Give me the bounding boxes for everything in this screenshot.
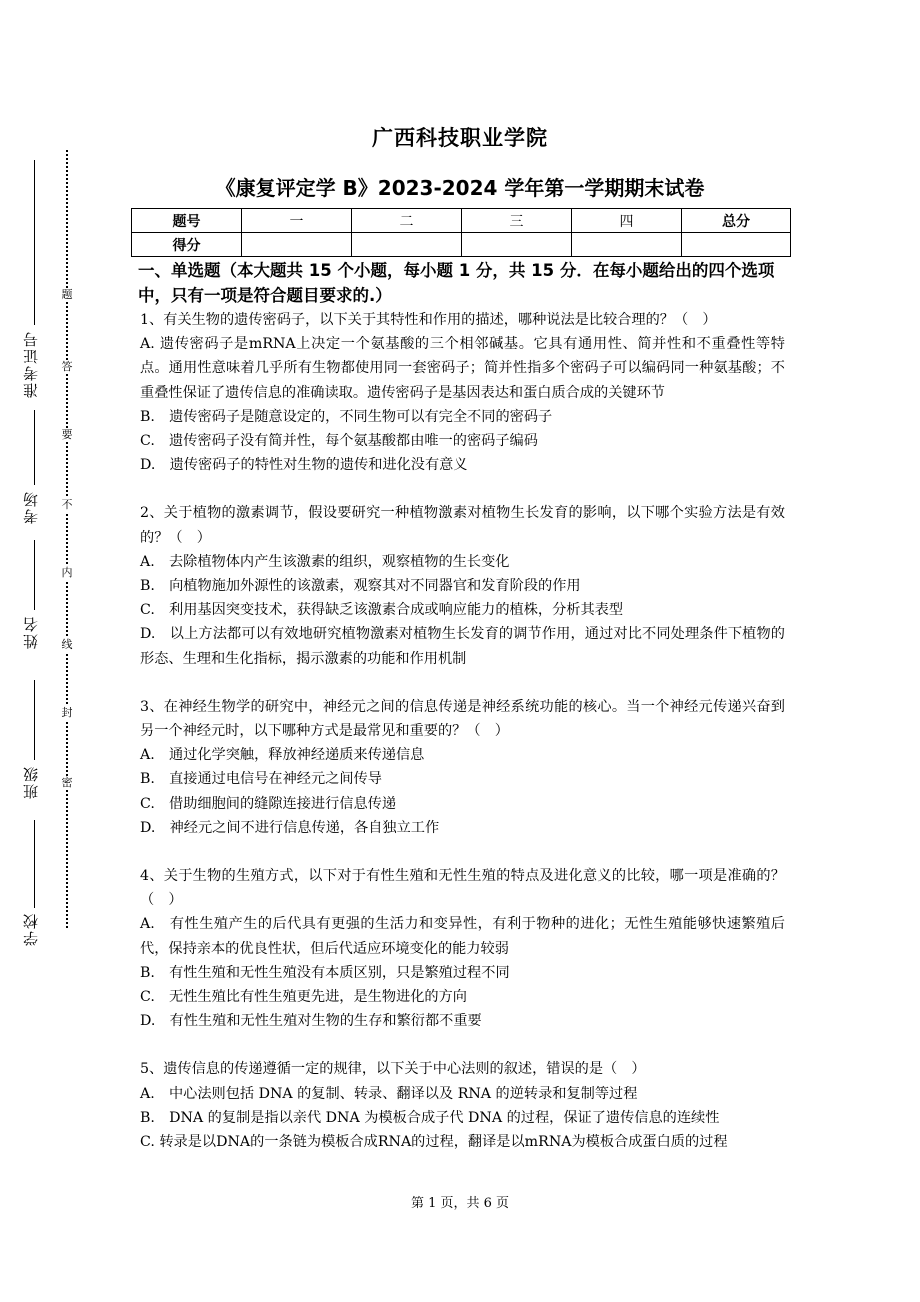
question-option: D. 神经元之间不进行信息传递，各自独立工作	[140, 819, 440, 836]
field-name-line	[34, 540, 35, 610]
question-option: C. 借助细胞间的缝隙连接进行信息传递	[140, 795, 397, 812]
seal-dotted-line	[66, 150, 68, 928]
score-cell[interactable]	[462, 233, 572, 257]
question-option: A. 遗传密码子是mRNA上决定一个氨基酸的三个相邻碱基。它具有通用性、简并性和不重叠性等特点。通用性意味着几乎所有生物都使用同一套密码子；简并性指多个密码子可以编码同一种氨基酸；不重叠性保证了遗传信息的准确读取。遗传密码子是基因表达和蛋白质合成的关键环节	[140, 336, 785, 401]
question	[140, 308, 785, 477]
question	[140, 501, 785, 670]
score-table-header-cell: 一	[242, 209, 352, 233]
score-table	[131, 208, 791, 257]
score-table-header-cell: 四	[572, 209, 682, 233]
seal-char: 内	[61, 566, 73, 579]
question-option: A. 去除植物体内产生该激素的组织，观察植物的生长变化	[140, 553, 510, 570]
field-exam-number-label: 准考证号	[22, 330, 40, 398]
question-option: B. 遗传密码子是随意设定的，不同生物可以有完全不同的密码子	[140, 408, 553, 425]
score-table-score-row	[132, 233, 791, 257]
score-cell[interactable]	[572, 233, 682, 257]
exam-title: 《康复评定学 B》2023-2024 学年第一学期期末试卷	[215, 176, 705, 200]
score-table-header-row	[132, 209, 791, 233]
question-option: C. 遗传密码子没有简并性，每个氨基酸都由唯一的密码子编码	[140, 433, 538, 450]
question-option: D. 遗传密码子的特性对生物的遗传和进化没有意义	[140, 457, 468, 474]
score-table-header-cell: 二	[352, 209, 462, 233]
question-option: A. 有性生殖产生的后代具有更强的生活力和变异性，有利于物种的进化；无性生殖能够快速繁殖后代，保持亲本的优良性状，但后代适应环境变化的能力较弱	[140, 916, 785, 957]
question	[140, 864, 785, 1033]
question-option: B. DNA 的复制是指以亲代 DNA 为模板合成子代 DNA 的过程，保证了遗传信息的连续性	[140, 1109, 720, 1126]
exam-content	[140, 258, 785, 1154]
score-table-header-cell: 三	[462, 209, 572, 233]
score-table-header-cell: 题号	[132, 209, 242, 233]
field-school-label: 学校	[22, 912, 40, 946]
field-exam-room-line	[34, 410, 35, 485]
question	[140, 1057, 785, 1154]
question-option: D. 有性生殖和无性生殖对生物的生存和繁衍都不重要	[140, 1013, 482, 1030]
field-exam-room-label: 考场	[22, 490, 40, 524]
question-option: C. 无性生殖比有性生殖更先进，是生物进化的方向	[140, 989, 467, 1006]
question-option: D. 以上方法都可以有效地研究植物激素对植物生长发育的调节作用，通过对比不同处理条件下植物的形态、生理和生化指标，揭示激素的功能和作用机制	[140, 626, 785, 667]
question-option: B. 向植物施加外源性的该激素，观察其对不同器官和发育阶段的作用	[140, 578, 581, 595]
seal-char: 题	[61, 288, 73, 301]
question-option: B. 有性生殖和无性生殖没有本质区别，只是繁殖过程不同	[140, 964, 510, 981]
question-stem: 1、有关生物的遗传密码子，以下关于其特性和作用的描述，哪种说法是比较合理的？（ ）	[140, 312, 717, 328]
score-table-header-cell: 总分	[682, 209, 791, 233]
question-option: A. 通过化学突触，释放神经递质来传递信息	[140, 747, 425, 764]
question-option: C. 转录是以DNA的一条链为模板合成RNA的过程，翻译是以mRNA为模板合成蛋白质的过程	[140, 1134, 728, 1151]
seal-char: 密	[61, 776, 73, 789]
page-number: 第 1 页，共 6 页	[410, 1196, 510, 1211]
field-class-line	[34, 680, 35, 760]
question-option: C. 利用基因突变技术，获得缺乏该激素合成或响应能力的植株，分析其表型	[140, 602, 624, 619]
question	[140, 695, 785, 840]
seal-char: 封	[61, 706, 73, 719]
seal-char: 要	[61, 428, 73, 441]
field-school-line	[34, 820, 35, 908]
question-stem: 4、关于生物的生殖方式，以下对于有性生殖和无性生殖的特点及进化意义的比较，哪一项是准确的？（ ）	[140, 868, 785, 909]
field-name-label: 姓名	[22, 615, 40, 649]
section-heading: 一、单选题（本大题共 15 个小题，每小题 1 分，共 15 分．在每小题给出的四个选项中，只有一项是符合题目要求的.）	[138, 261, 775, 305]
seal-char: 线	[61, 638, 73, 651]
seal-char: 不	[61, 498, 73, 511]
question-stem: 3、在神经生物学的研究中，神经元之间的信息传递是神经系统功能的核心。当一个神经元传递兴奋到另一个神经元时，以下哪种方式是最常见和重要的？（ ）	[140, 698, 785, 740]
question-option: A. 中心法则包括 DNA 的复制、转录、翻译以及 RNA 的逆转录和复制等过程	[140, 1085, 638, 1102]
question-option: B. 直接通过电信号在神经元之间传导	[140, 771, 382, 788]
score-cell[interactable]	[352, 233, 462, 257]
seal-char: 答	[61, 360, 73, 373]
question-stem: 2、关于植物的激素调节，假设要研究一种植物激素对植物生长发育的影响，以下哪个实验方法是有效的？（ ）	[140, 505, 785, 546]
school-name: 广西科技职业学院	[372, 126, 548, 150]
field-class-label: 班级	[22, 765, 40, 799]
score-cell[interactable]	[242, 233, 352, 257]
score-row-label: 得分	[132, 233, 242, 257]
score-cell[interactable]	[682, 233, 791, 257]
question-stem: 5、遗传信息的传递遵循一定的规律，以下关于中心法则的叙述，错误的是（ ）	[140, 1061, 646, 1078]
